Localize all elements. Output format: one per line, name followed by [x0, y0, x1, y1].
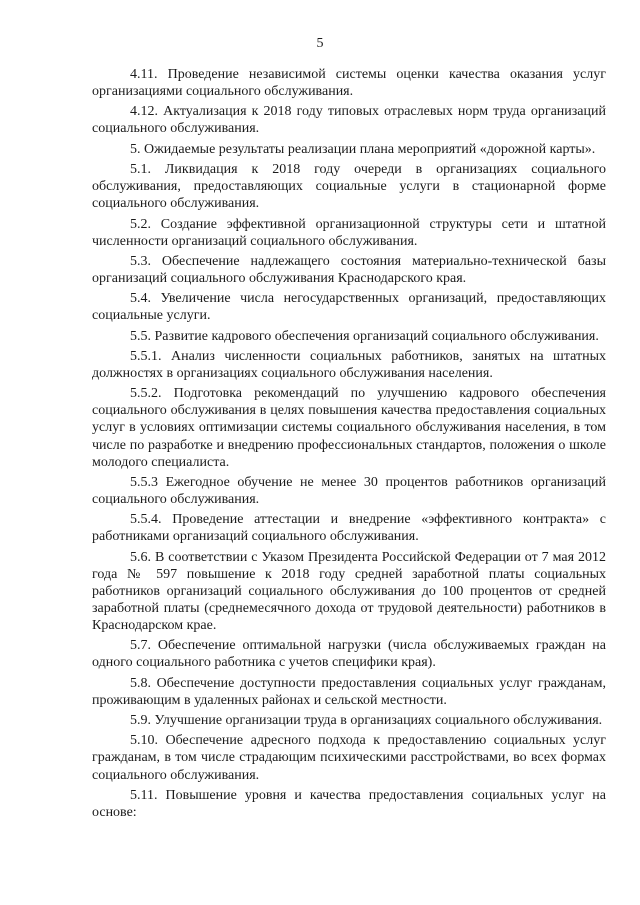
- section-5-heading: 5. Ожидаемые результаты реализации плана мероприятий «дорожной карты».: [130, 141, 596, 157]
- paragraph-5-9: 5.9. Улучшение организации труда в организациях социального обслуживания.: [130, 713, 603, 729]
- paragraph-5-2: 5.2. Создание эффективной организационной структуры сети и штатной численности организаций социального обслуживания.: [92, 216, 606, 249]
- paragraph-5-5: 5.5. Развитие кадрового обеспечения организаций социального обслуживания.: [130, 328, 599, 344]
- page-number: 5: [316, 36, 324, 51]
- paragraph-5-5-2: 5.5.2. Подготовка рекомендаций по улучшению кадрового обеспечения социального обслуживания в целях повышения качества предоставления социальных услуг в условиях оптимизации системы социального обслуживания населения, в том числе по разработке и внедрению профессиональных стандартов, положения о школе молодого специалиста.: [92, 386, 606, 470]
- paragraph-5-8: 5.8. Обеспечение доступности предоставления социальных услуг гражданам, проживающим в удаленных районах и сельской местности.: [92, 675, 606, 708]
- paragraph-5-5-4: 5.5.4. Проведение аттестации и внедрение «эффективного контракта» с работниками организаций социального обслуживания.: [92, 512, 606, 545]
- paragraph-5-6: 5.6. В соответствии с Указом Президента Российской Федерации от 7 мая 2012 года № 597 повышение к 2018 году средней заработной платы социальных работников организаций социального обслуживания до 100 процентов от средней заработной платы (среднемесячного дохода от трудовой деятельности) работников в Краснодарском крае.: [92, 549, 606, 634]
- paragraph-5-3: 5.3. Обеспечение надлежащего состояния материально-технической базы организаций социального обслуживания Краснодарского края.: [92, 253, 606, 286]
- paragraph-5-7: 5.7. Обеспечение оптимальной нагрузки (числа обслуживаемых граждан на одного социального работника с учетов специфики края).: [92, 638, 606, 671]
- paragraph-5-5-3: 5.5.3 Ежегодное обучение не менее 30 процентов работников организаций социального обслуживания.: [92, 474, 606, 508]
- paragraph-5-11: 5.11. Повышение уровня и качества предоставления социальных услуг на основе:: [92, 787, 606, 820]
- paragraph-5-10: 5.10. Обеспечение адресного подхода к предоставлению социальных услуг гражданам, в том числе страдающим психическими расстройствами, во всех формах социального обслуживания.: [92, 733, 606, 783]
- paragraph-5-5-1: 5.5.1. Анализ численности социальных работников, занятых на штатных должностях в организациях социального обслуживания населения.: [92, 348, 606, 381]
- paragraph-5-1: 5.1. Ликвидация к 2018 году очереди в организациях социального обслуживания, предоставляющих социальные услуги в стационарной форме социального обслуживания.: [92, 162, 606, 212]
- paragraph-4-12: 4.12. Актуализация к 2018 году типовых отраслевых норм труда организаций социального обслуживания.: [92, 104, 606, 137]
- paragraph-5-4: 5.4. Увеличение числа негосударственных организаций, предоставляющих социальные услуги.: [92, 291, 606, 324]
- document-body: [92, 66, 606, 821]
- paragraph-4-11: 4.11. Проведение независимой системы оценки качества оказания услуг организациями социального обслуживания.: [92, 67, 606, 100]
